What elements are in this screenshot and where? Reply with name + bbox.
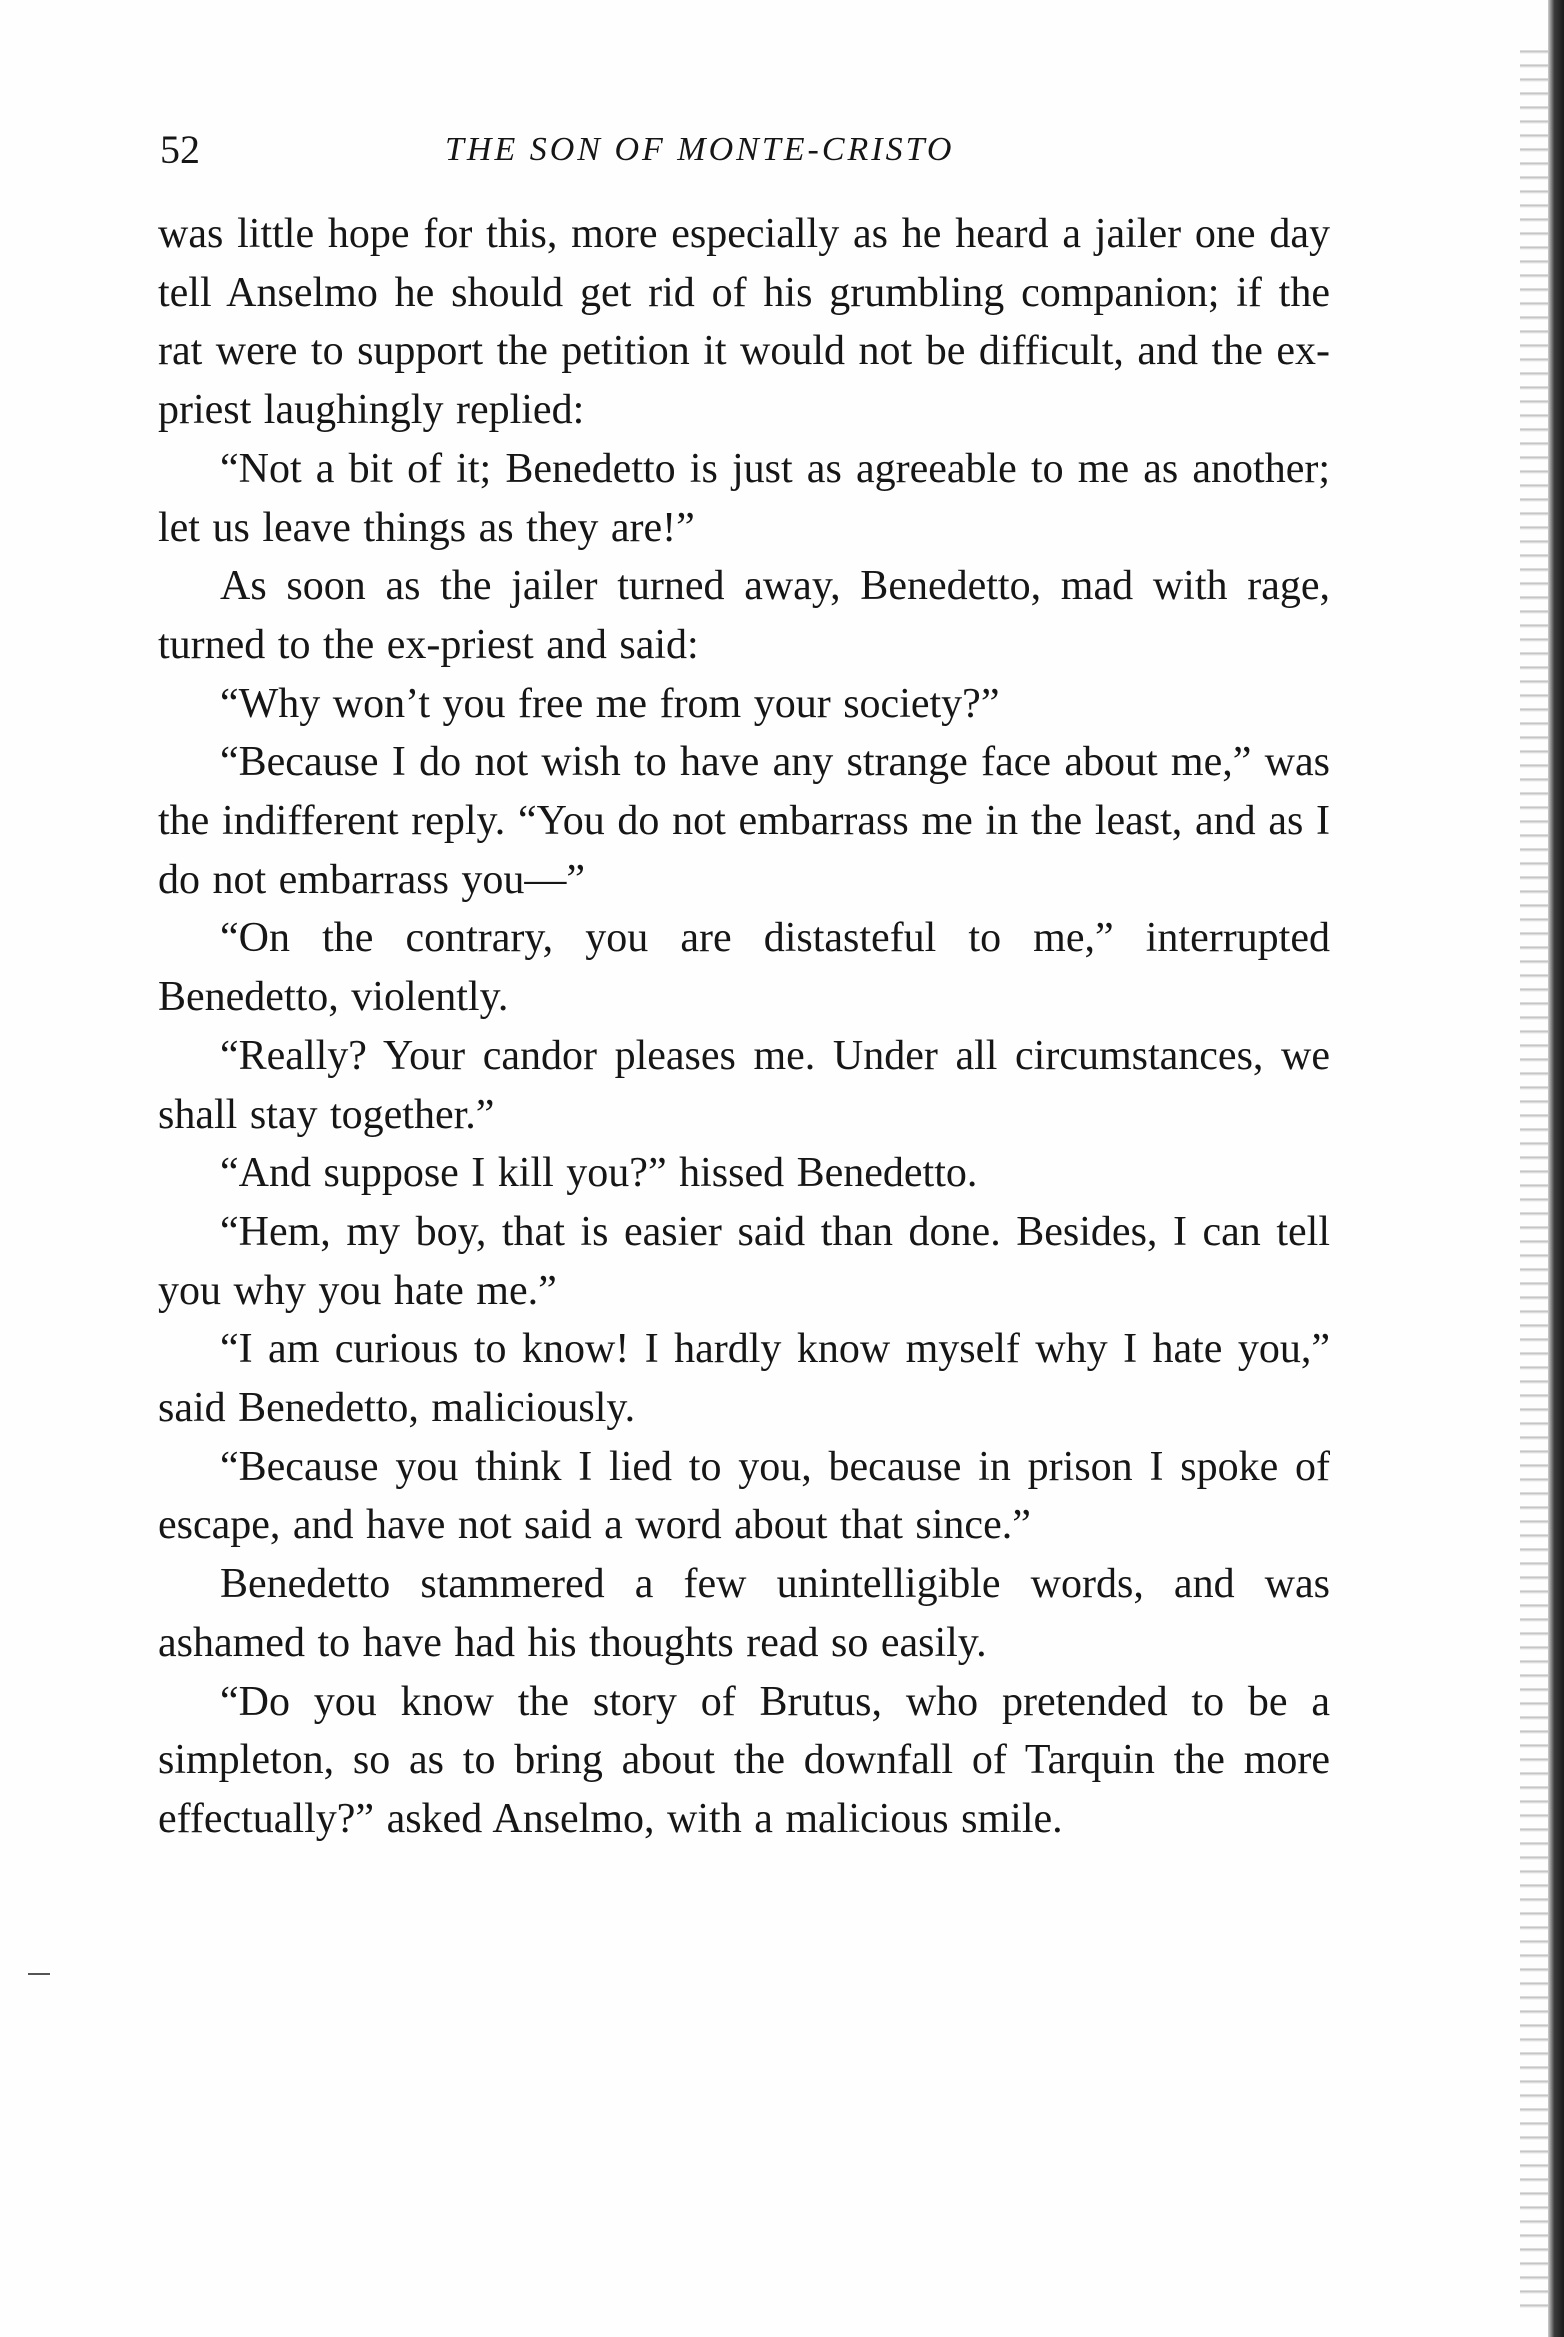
paragraph: “On the contrary, you are distasteful to me,” interrupted Benedetto, violently.: [158, 915, 1330, 1021]
body-text: [158, 205, 1330, 1849]
paragraph: “Because I do not wish to have any strange face about me,” was the indifferent reply. “You do not embarrass me in the least, and as I do not embarrass you—”: [158, 739, 1330, 903]
paragraph: “And suppose I kill you?” hissed Benedetto.: [220, 1150, 978, 1197]
paragraph: As soon as the jailer turned away, Benedetto, mad with rage, turned to the ex-priest and said:: [158, 563, 1330, 668]
paragraph: “I am curious to know! I hardly know myself why I hate you,” said Benedetto, maliciously.: [158, 1326, 1330, 1432]
page-edge: [1548, 0, 1564, 2337]
paragraph: “Hem, my boy, that is easier said than done. Besides, I can tell you why you hate me.”: [158, 1208, 1330, 1314]
paragraph: “Do you know the story of Brutus, who pretended to be a simpleton, so as to bring about the downfall of Tarquin the more effectually?” asked Anselmo, with a malicious smile.: [158, 1678, 1330, 1842]
binding-shadow: [1520, 40, 1548, 2310]
paragraph: “Really? Your candor pleases me. Under all circumstances, we shall stay together.”: [158, 1032, 1330, 1138]
paragraph: “Not a bit of it; Benedetto is just as agreeable to me as another; let us leave things as they are!”: [158, 445, 1330, 551]
paragraph: “Why won’t you free me from your society?”: [220, 680, 1000, 727]
running-title: THE SON OF MONTE-CRISTO: [445, 131, 955, 168]
page-header: [160, 120, 1330, 180]
paragraph: Benedetto stammered a few unintelligible words, and was ashamed to have had his thoughts read so easily.: [158, 1561, 1330, 1666]
paragraph: was little hope for this, more especially as he heard a jailer one day tell Anselmo he should get rid of his grumbling companion; if the rat were to support the petition it would not be difficult, and the ex-priest laughingly replied:: [158, 211, 1330, 434]
page-number: 52: [160, 127, 200, 172]
paragraph: “Because you think I lied to you, because in prison I spoke of escape, and have not said a word about that since.”: [158, 1443, 1330, 1549]
margin-mark: [28, 1973, 50, 1975]
